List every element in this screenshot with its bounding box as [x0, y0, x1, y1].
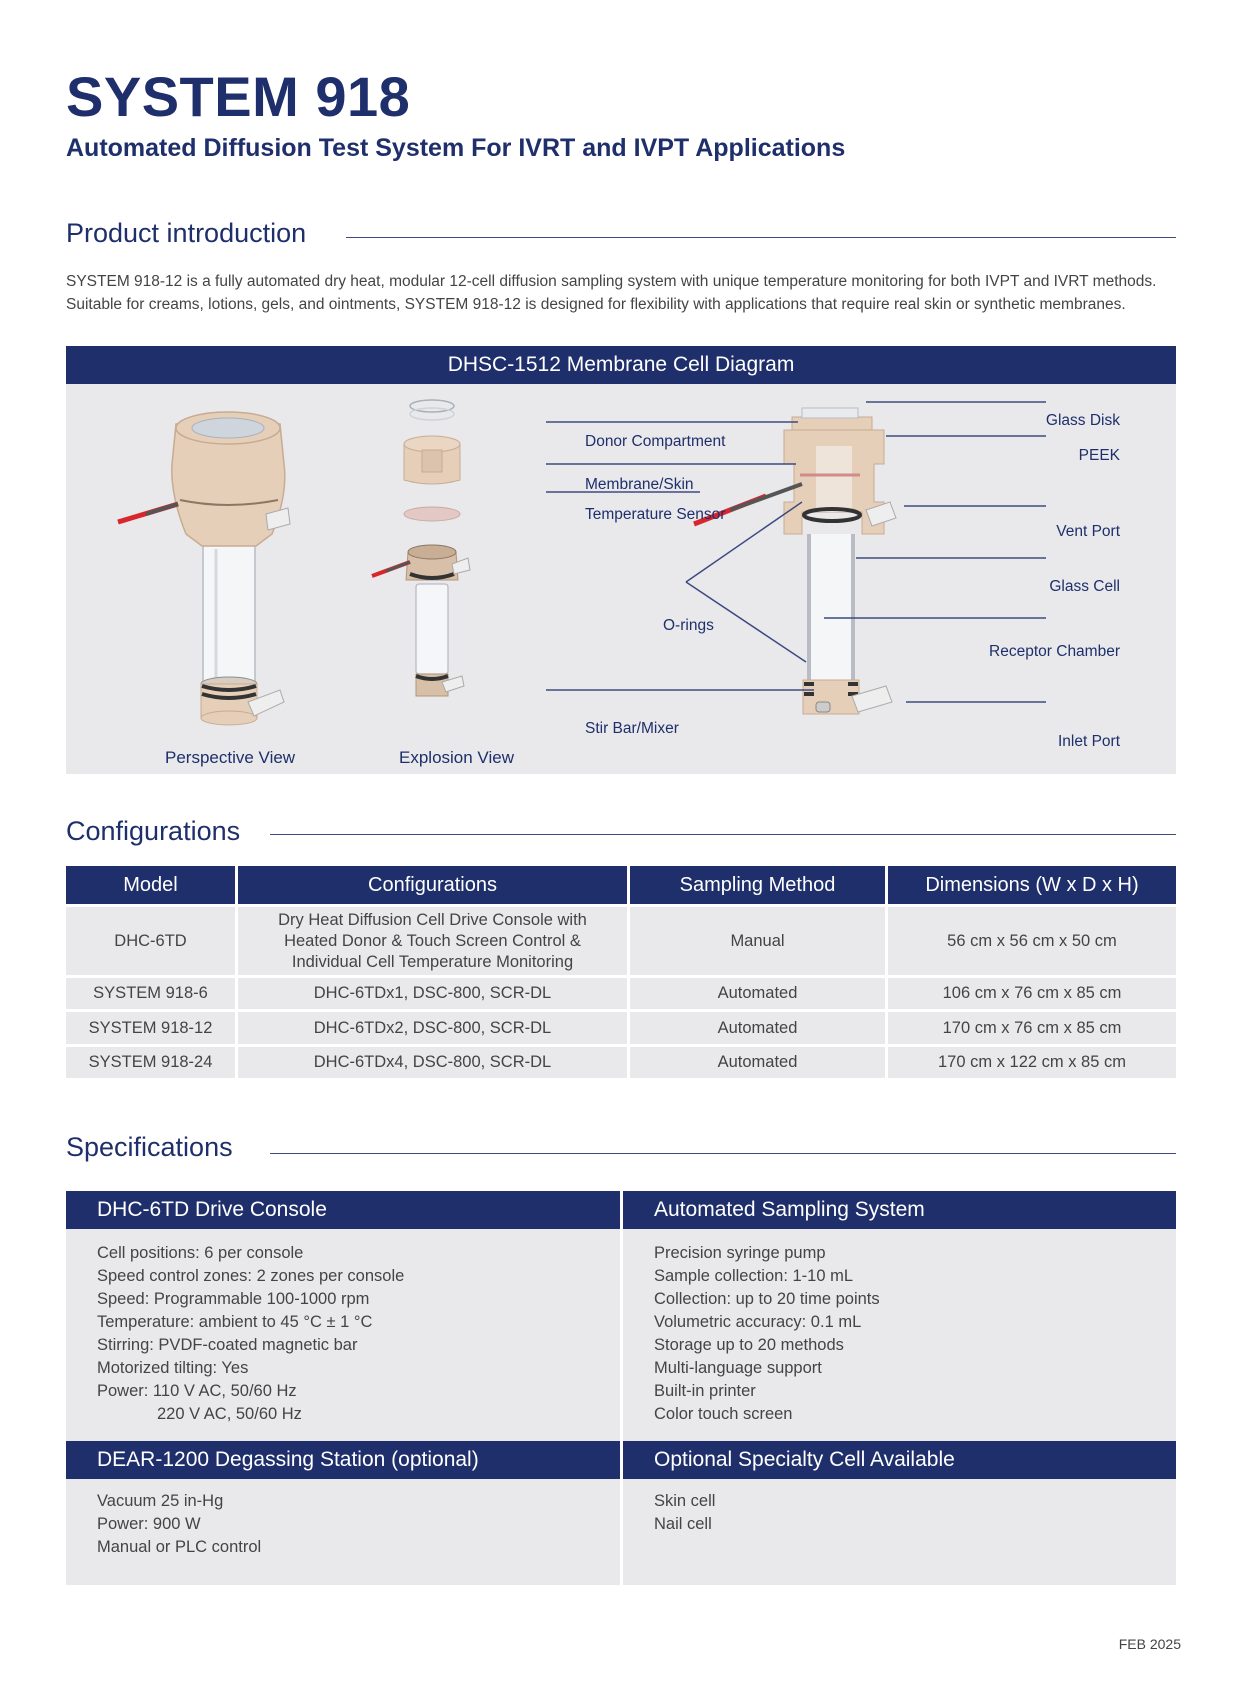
- spec-line: Stirring: PVDF-coated magnetic bar: [97, 1336, 358, 1354]
- spec-line: Manual or PLC control: [97, 1538, 262, 1556]
- column-header: Model: [66, 866, 238, 904]
- spec-line: Collection: up to 20 time points: [654, 1290, 880, 1308]
- method-cell: Automated: [630, 975, 888, 1009]
- spec-body-specialty-cell: [623, 1479, 1176, 1585]
- explosion-view-illustration: [372, 400, 470, 696]
- diagram-title: DHSC-1512 Membrane Cell Diagram: [66, 346, 1176, 384]
- model-cell: SYSTEM 918-24: [66, 1044, 238, 1078]
- spec-line: Cell positions: 6 per console: [97, 1244, 304, 1262]
- label-inlet-port: Inlet Port: [1057, 733, 1120, 750]
- spec-line: Power: 900 W: [97, 1515, 201, 1533]
- spec-line: Color touch screen: [654, 1405, 793, 1423]
- config-cell: DHC-6TDx4, DSC-800, SCR-DL: [238, 1044, 630, 1078]
- label-o-rings: O-rings: [663, 617, 714, 634]
- spec-line: Volumetric accuracy: 0.1 mL: [654, 1313, 862, 1331]
- model-cell: SYSTEM 918-6: [66, 975, 238, 1009]
- model-cell: DHC-6TD: [66, 904, 238, 975]
- dimensions-cell: 106 cm x 76 cm x 85 cm: [888, 975, 1176, 1009]
- spec-line: Motorized tilting: Yes: [97, 1359, 249, 1377]
- config-cell: DHC-6TDx1, DSC-800, SCR-DL: [238, 975, 630, 1009]
- spec-header-drive-console: DHC-6TD Drive Console: [66, 1191, 620, 1229]
- spec-line: Power: 110 V AC, 50/60 Hz: [97, 1382, 297, 1400]
- spec-header-degassing: DEAR-1200 Degassing Station (optional): [66, 1441, 620, 1479]
- label-donor-compartment: Donor Compartment: [585, 433, 726, 450]
- page-title: SYSTEM 918: [66, 65, 411, 128]
- section-divider: [270, 834, 1176, 835]
- config-cell: [238, 904, 630, 975]
- label-temperature-sensor: Temperature Sensor: [585, 506, 726, 523]
- spec-line: 220 V AC, 50/60 Hz: [157, 1405, 302, 1423]
- intro-line: SYSTEM 918-12 is a fully automated dry heat, modular 12-cell diffusion sampling system with unique temperature monitoring for both IVPT and IVRT methods.: [66, 273, 1157, 290]
- spec-line: Speed control zones: 2 zones per console: [97, 1267, 405, 1285]
- label-glass-disk: Glass Disk: [1045, 412, 1120, 429]
- perspective-view-illustration: [118, 412, 290, 725]
- leader-lines-left: [546, 422, 814, 690]
- spec-header-specialty-cell: Optional Specialty Cell Available: [623, 1441, 1176, 1479]
- spec-line: Temperature: ambient to 45 °C ± 1 °C: [97, 1313, 373, 1331]
- method-cell: Manual: [630, 904, 888, 975]
- label-peek: PEEK: [1078, 447, 1120, 464]
- dimensions-cell: 56 cm x 56 cm x 50 cm: [888, 904, 1176, 975]
- spec-line: Multi-language support: [654, 1359, 822, 1377]
- spec-line: Speed: Programmable 100-1000 rpm: [97, 1290, 370, 1308]
- perspective-view-caption: Perspective View: [165, 748, 296, 767]
- section-divider: [270, 1153, 1176, 1154]
- spec-header-sampling-system: Automated Sampling System: [623, 1191, 1176, 1229]
- column-header: Dimensions (W x D x H): [888, 866, 1176, 904]
- explosion-view-caption: Explosion View: [399, 748, 514, 767]
- spec-line: Precision syringe pump: [654, 1244, 826, 1262]
- config-line: Heated Donor & Touch Screen Control &: [284, 931, 581, 950]
- table-row: [66, 1009, 1176, 1044]
- section-heading-configurations: Configurations: [66, 816, 241, 846]
- intro-line: Suitable for creams, lotions, gels, and ointments, SYSTEM 918-12 is designed for flexibility with applications that require real skin or synthetic membranes.: [66, 296, 1126, 313]
- dimensions-cell: 170 cm x 122 cm x 85 cm: [888, 1044, 1176, 1078]
- config-line: Dry Heat Diffusion Cell Drive Console with: [278, 910, 587, 929]
- spec-line: Storage up to 20 methods: [654, 1336, 844, 1354]
- section-heading-specifications: Specifications: [66, 1132, 233, 1162]
- spec-line: Built-in printer: [654, 1382, 756, 1400]
- section-heading-intro: Product introduction: [66, 218, 307, 248]
- table-row: [66, 975, 1176, 1009]
- spec-body-drive-console: [66, 1229, 620, 1441]
- label-stir-bar: Stir Bar/Mixer: [585, 720, 679, 737]
- table-row: [66, 904, 1176, 975]
- method-cell: Automated: [630, 1044, 888, 1078]
- spec-line: Skin cell: [654, 1492, 716, 1510]
- spec-body-sampling-system: [623, 1229, 1176, 1441]
- method-cell: Automated: [630, 1009, 888, 1044]
- config-cell: DHC-6TDx2, DSC-800, SCR-DL: [238, 1009, 630, 1044]
- label-receptor-chamber: Receptor Chamber: [989, 643, 1120, 660]
- configurations-table: [66, 866, 1176, 1078]
- column-header: Configurations: [238, 866, 630, 904]
- dimensions-cell: 170 cm x 76 cm x 85 cm: [888, 1009, 1176, 1044]
- column-header: Sampling Method: [630, 866, 888, 904]
- spec-body-degassing: [66, 1479, 620, 1585]
- spec-line: Sample collection: 1-10 mL: [654, 1267, 854, 1285]
- cross-section-illustration: [694, 408, 896, 714]
- label-membrane-skin: Membrane/Skin: [585, 476, 694, 493]
- label-vent-port: Vent Port: [1056, 523, 1120, 540]
- section-divider: [346, 237, 1176, 238]
- table-header-row: [66, 866, 1176, 904]
- model-cell: SYSTEM 918-12: [66, 1009, 238, 1044]
- footer-date: FEB 2025: [1118, 1636, 1181, 1652]
- intro-text: [66, 270, 1176, 316]
- spec-line: Vacuum 25 in-Hg: [97, 1492, 224, 1510]
- label-glass-cell: Glass Cell: [1049, 578, 1120, 595]
- page-subtitle: Automated Diffusion Test System For IVRT and IVPT Applications: [66, 134, 846, 162]
- spec-line: Nail cell: [654, 1515, 712, 1533]
- table-row: [66, 1044, 1176, 1078]
- config-line: Individual Cell Temperature Monitoring: [291, 952, 574, 971]
